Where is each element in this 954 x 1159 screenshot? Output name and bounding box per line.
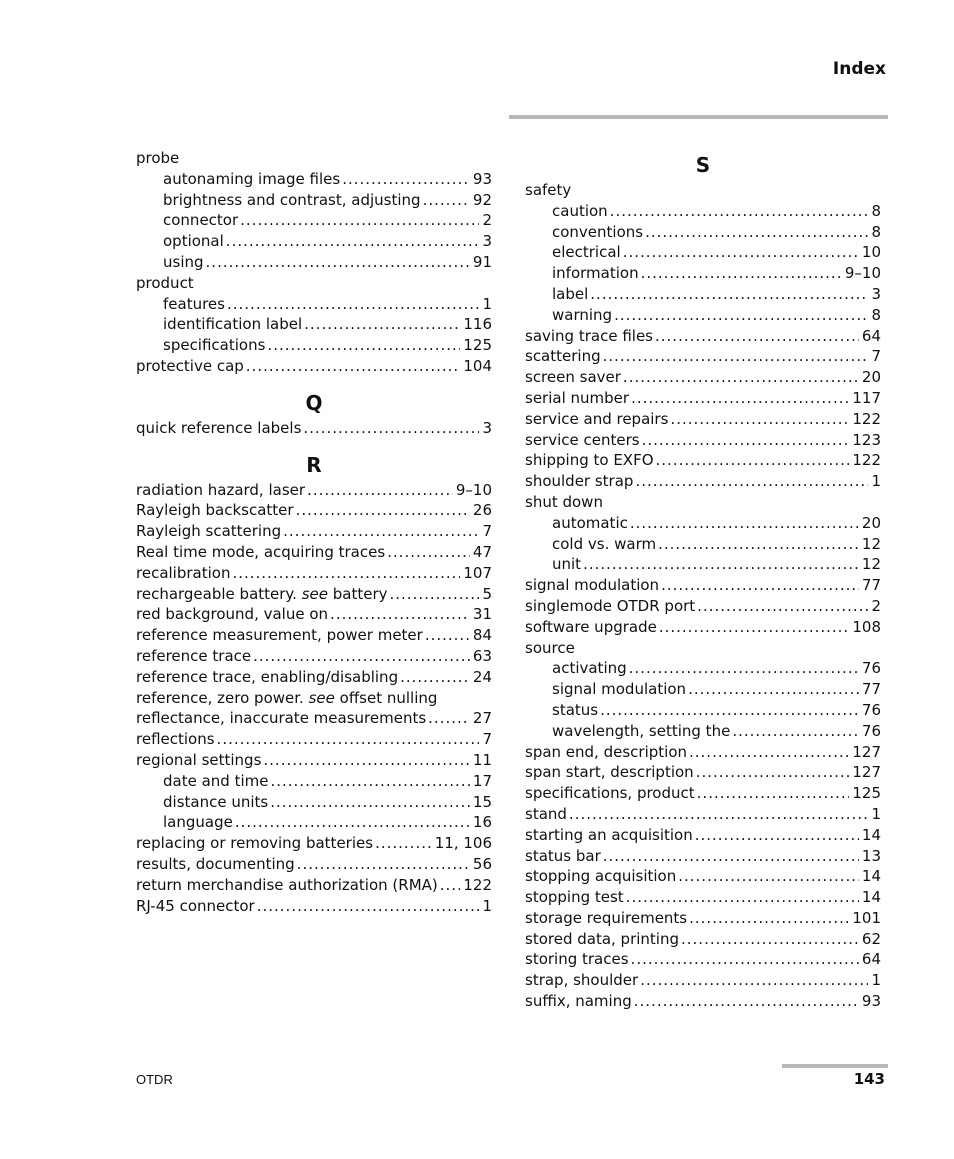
entry-term: signal modulation xyxy=(552,680,687,699)
dot-leader xyxy=(696,762,850,783)
entry-page: 91 xyxy=(472,252,492,271)
probe-subentries xyxy=(136,169,492,273)
entry-term: protective cap xyxy=(136,356,244,375)
entry-page: 123 xyxy=(852,430,881,449)
index-entry xyxy=(136,792,492,813)
dot-leader xyxy=(631,949,859,970)
dot-leader xyxy=(342,169,470,190)
entry-term: screen saver xyxy=(525,368,621,387)
index-entry xyxy=(136,729,492,750)
entry-page: 9–10 xyxy=(844,264,881,283)
entry-page: 16 xyxy=(472,813,492,832)
index-entry xyxy=(136,854,492,875)
dot-leader xyxy=(226,231,480,252)
index-entry xyxy=(525,866,881,887)
entry-page: 31 xyxy=(472,605,492,624)
index-entry xyxy=(136,667,492,688)
dot-leader xyxy=(658,534,859,555)
dot-leader xyxy=(659,617,850,638)
index-head-safety: safety xyxy=(525,181,572,199)
entry-term: suffix, naming xyxy=(525,992,632,1011)
dot-leader xyxy=(689,742,849,763)
entry-page: 127 xyxy=(852,742,881,761)
entry-page: 47 xyxy=(472,542,492,561)
dot-leader xyxy=(590,284,868,305)
index-entry xyxy=(136,190,492,211)
entry-term: electrical xyxy=(552,243,621,262)
index-entry xyxy=(136,584,492,605)
dot-leader xyxy=(635,471,868,492)
entry-page: 125 xyxy=(463,336,492,355)
dot-leader xyxy=(330,604,470,625)
index-entry xyxy=(136,750,492,771)
entry-page: 1 xyxy=(482,896,492,915)
entry-page: 2 xyxy=(871,596,881,615)
entry-term: signal modulation xyxy=(525,576,660,595)
dot-leader xyxy=(246,356,461,377)
entry-page: 26 xyxy=(472,501,492,520)
entry-term-main: rechargeable battery. xyxy=(136,584,297,603)
entry-term: stored data, printing xyxy=(525,929,679,948)
dot-leader xyxy=(656,450,850,471)
index-entry xyxy=(525,721,881,742)
dot-leader xyxy=(232,563,460,584)
dot-leader xyxy=(240,210,479,231)
entry-term: singlemode OTDR port xyxy=(525,596,696,615)
entry-term: reference trace, enabling/disabling xyxy=(136,667,399,686)
dot-leader xyxy=(623,242,859,263)
entry-term: recalibration xyxy=(136,563,231,582)
entry-term: date and time xyxy=(163,771,269,790)
entry-term: features xyxy=(163,294,225,313)
entry-term: scattering xyxy=(525,347,601,366)
index-entry-see-also xyxy=(136,688,492,709)
entry-term: shipping to EXFO xyxy=(525,451,654,470)
index-entry xyxy=(525,263,881,284)
index-entry xyxy=(525,825,881,846)
see-target: battery xyxy=(332,584,388,603)
dot-leader xyxy=(390,584,480,605)
index-entry xyxy=(136,169,492,190)
entry-page: 122 xyxy=(852,409,881,428)
index-entry xyxy=(525,679,881,700)
index-entry xyxy=(525,887,881,908)
dot-leader xyxy=(569,804,869,825)
entry-term: brightness and contrast, adjusting xyxy=(163,190,421,209)
index-column-right xyxy=(525,148,881,1012)
entry-page: 122 xyxy=(852,451,881,470)
dot-leader xyxy=(425,625,470,646)
index-entry xyxy=(525,367,881,388)
entry-term: quick reference labels xyxy=(136,418,302,437)
index-entry xyxy=(525,575,881,596)
dot-leader xyxy=(603,846,859,867)
entry-term: reference trace xyxy=(136,646,252,665)
entry-term: autonaming image files xyxy=(163,169,341,188)
index-entry xyxy=(525,783,881,804)
product-subentries xyxy=(136,294,492,356)
entry-page: 84 xyxy=(472,626,492,645)
entry-page: 5 xyxy=(482,584,492,603)
dot-leader xyxy=(227,294,479,315)
dot-leader xyxy=(267,335,460,356)
entry-term: cold vs. warm xyxy=(552,534,657,553)
index-entry xyxy=(136,771,492,792)
index-entry xyxy=(525,409,881,430)
index-entry xyxy=(136,542,492,563)
entry-term: stand xyxy=(525,804,567,823)
index-head-product: product xyxy=(136,273,194,292)
index-entry xyxy=(136,252,492,273)
entry-page: 108 xyxy=(852,617,881,636)
dot-leader xyxy=(270,771,469,792)
index-entry xyxy=(136,335,492,356)
entry-term: identification label xyxy=(163,315,303,334)
entry-page: 3 xyxy=(482,418,492,437)
dot-leader xyxy=(670,409,849,430)
index-entry xyxy=(525,326,881,347)
dot-leader xyxy=(642,430,850,451)
index-entry xyxy=(136,875,492,896)
index-entry xyxy=(136,294,492,315)
dot-leader xyxy=(440,875,461,896)
entry-term: regional settings xyxy=(136,750,262,769)
dot-leader xyxy=(634,991,859,1012)
index-entry xyxy=(525,929,881,950)
entry-term: reflectance, inaccurate measurements xyxy=(136,709,427,728)
dot-leader xyxy=(257,896,480,917)
index-entry xyxy=(136,314,492,335)
dot-leader xyxy=(626,887,859,908)
index-entry xyxy=(525,846,881,867)
entry-term: stopping acquisition xyxy=(525,867,677,886)
index-entry xyxy=(136,625,492,646)
entry-page: 77 xyxy=(861,680,881,699)
dot-leader xyxy=(623,367,859,388)
entry-page: 14 xyxy=(861,867,881,886)
entry-page: 107 xyxy=(463,563,492,582)
index-entry xyxy=(525,991,881,1012)
index-head-source: source xyxy=(525,638,575,657)
entry-page: 63 xyxy=(472,646,492,665)
entry-term: shoulder strap xyxy=(525,472,634,491)
dot-leader xyxy=(610,201,869,222)
index-head-probe: probe xyxy=(136,149,180,167)
entry-page: 117 xyxy=(852,388,881,407)
dot-leader xyxy=(600,700,859,721)
entry-term: results, documenting xyxy=(136,854,295,873)
entry-term: starting an acquisition xyxy=(525,825,693,844)
entry-term: reference measurement, power meter xyxy=(136,626,423,645)
entry-term: span end, description xyxy=(525,742,687,761)
entry-term: wavelength, setting the xyxy=(552,721,731,740)
entry-term: distance units xyxy=(163,792,269,811)
index-entry xyxy=(525,201,881,222)
entry-term: reflections xyxy=(136,730,215,749)
index-entry xyxy=(525,658,881,679)
entry-page: 17 xyxy=(472,771,492,790)
index-entry xyxy=(525,949,881,970)
index-entry xyxy=(136,521,492,542)
dot-leader xyxy=(235,812,470,833)
dot-leader xyxy=(263,750,470,771)
entry-page: 11, 106 xyxy=(434,834,492,853)
dot-leader xyxy=(375,833,432,854)
index-entry xyxy=(136,646,492,667)
entry-page: 14 xyxy=(861,825,881,844)
entry-page: 62 xyxy=(861,929,881,948)
index-entry xyxy=(136,896,492,917)
entry-term: warning xyxy=(552,305,613,324)
entry-page: 11 xyxy=(472,750,492,769)
dot-leader xyxy=(661,575,859,596)
index-entry xyxy=(525,742,881,763)
entry-page: 20 xyxy=(861,368,881,387)
entry-page: 76 xyxy=(861,659,881,678)
dot-leader xyxy=(423,190,470,211)
entry-page: 1 xyxy=(871,971,881,990)
entry-page: 1 xyxy=(871,472,881,491)
entry-term: Rayleigh backscatter xyxy=(136,501,294,520)
dot-leader xyxy=(400,667,470,688)
entry-page: 92 xyxy=(472,190,492,209)
entry-term: information xyxy=(552,264,639,283)
index-entry xyxy=(136,833,492,854)
index-entry xyxy=(136,480,492,501)
entry-term xyxy=(136,584,388,605)
entry-page: 8 xyxy=(871,305,881,324)
entry-term: serial number xyxy=(525,388,630,407)
entry-page: 56 xyxy=(472,854,492,873)
entry-term: automatic xyxy=(552,513,628,532)
index-entry xyxy=(525,534,881,555)
see-reference: see xyxy=(308,688,335,707)
entry-term: label xyxy=(552,284,589,303)
entry-page: 8 xyxy=(871,201,881,220)
dot-leader xyxy=(688,679,859,700)
entry-term-main: reference, zero power. xyxy=(136,688,304,707)
entry-term: Real time mode, acquiring traces xyxy=(136,542,386,561)
entry-page: 1 xyxy=(482,294,492,313)
entry-term: using xyxy=(163,252,204,271)
entry-page: 12 xyxy=(861,555,881,574)
see-target: offset nulling xyxy=(339,688,438,707)
entry-page: 3 xyxy=(871,284,881,303)
entry-term: replacing or removing batteries xyxy=(136,834,374,853)
dot-leader xyxy=(387,542,470,563)
index-entry xyxy=(136,604,492,625)
dot-leader xyxy=(678,866,859,887)
entry-page: 7 xyxy=(482,522,492,541)
dot-leader xyxy=(296,500,470,521)
dot-leader xyxy=(307,480,453,501)
entry-page: 8 xyxy=(871,222,881,241)
entry-term: activating xyxy=(552,659,627,678)
entry-page: 101 xyxy=(852,908,881,927)
index-entry xyxy=(525,908,881,929)
dot-leader xyxy=(732,721,859,742)
dot-leader xyxy=(583,554,859,575)
entry-term: software upgrade xyxy=(525,617,657,636)
entry-page: 10 xyxy=(861,243,881,262)
entry-page: 77 xyxy=(861,576,881,595)
running-header-title: Index xyxy=(832,59,886,79)
index-entry xyxy=(525,513,881,534)
index-entry xyxy=(136,418,492,439)
dot-leader xyxy=(689,908,849,929)
entry-term: strap, shoulder xyxy=(525,971,639,990)
entry-term: unit xyxy=(552,555,582,574)
entry-term: caution xyxy=(552,201,608,220)
entry-page: 64 xyxy=(861,950,881,969)
entry-term: RJ-45 connector xyxy=(136,896,255,915)
entry-term: specifications, product xyxy=(525,784,695,803)
index-entry xyxy=(136,812,492,833)
index-entry xyxy=(525,596,881,617)
index-entry xyxy=(136,708,492,729)
entry-term: specifications xyxy=(163,336,266,355)
entry-term: status xyxy=(552,700,599,719)
entry-page: 9–10 xyxy=(455,480,492,499)
dot-leader xyxy=(641,263,842,284)
index-entry xyxy=(525,762,881,783)
dot-leader xyxy=(304,314,460,335)
dot-leader xyxy=(270,792,470,813)
entry-page: 3 xyxy=(482,232,492,251)
section-letter-r: R xyxy=(306,452,322,477)
index-entry xyxy=(136,356,492,377)
dot-leader xyxy=(217,729,480,750)
section-letter-s: S xyxy=(695,153,711,177)
dot-leader xyxy=(655,326,859,347)
index-entry xyxy=(525,450,881,471)
dot-leader xyxy=(603,346,869,367)
entry-term: connector xyxy=(163,211,239,230)
entry-term: return merchandise authorization (RMA) xyxy=(136,875,438,894)
entry-page: 127 xyxy=(852,763,881,782)
dot-leader xyxy=(695,825,859,846)
entry-page: 24 xyxy=(472,667,492,686)
dot-leader xyxy=(206,252,470,273)
index-entry xyxy=(525,970,881,991)
entry-page: 2 xyxy=(482,211,492,230)
footer-doc-title: OTDR xyxy=(136,1072,173,1087)
entry-page: 27 xyxy=(472,709,492,728)
index-entry xyxy=(525,617,881,638)
entry-term: language xyxy=(163,813,233,832)
index-entry xyxy=(525,222,881,243)
entry-term: storage requirements xyxy=(525,908,688,927)
entry-page: 125 xyxy=(852,784,881,803)
dot-leader xyxy=(640,970,868,991)
index-column-left xyxy=(136,148,492,916)
entry-page: 15 xyxy=(472,792,492,811)
index-entry xyxy=(525,346,881,367)
index-entry xyxy=(136,500,492,521)
page-number: 143 xyxy=(853,1070,885,1088)
index-entry xyxy=(525,388,881,409)
dot-leader xyxy=(697,783,850,804)
entry-term: service and repairs xyxy=(525,409,669,428)
entry-page: 76 xyxy=(861,721,881,740)
entry-page: 1 xyxy=(871,804,881,823)
dot-leader xyxy=(631,388,849,409)
index-entry xyxy=(136,563,492,584)
dot-leader xyxy=(645,222,868,243)
index-entry xyxy=(136,231,492,252)
entry-term: service centers xyxy=(525,430,640,449)
index-entry xyxy=(525,804,881,825)
dot-leader xyxy=(303,418,479,439)
entry-page: 76 xyxy=(861,700,881,719)
entry-term: Rayleigh scattering xyxy=(136,522,282,541)
entry-term: saving trace files xyxy=(525,326,653,345)
dot-leader xyxy=(630,513,859,534)
entry-term: optional xyxy=(163,232,224,251)
dot-leader xyxy=(283,521,479,542)
entry-term: radiation hazard, laser xyxy=(136,480,306,499)
entry-term: conventions xyxy=(552,222,644,241)
entry-page: 7 xyxy=(871,347,881,366)
header-rule xyxy=(509,115,888,119)
dot-leader xyxy=(697,596,868,617)
entry-term: span start, description xyxy=(525,763,694,782)
index-entry xyxy=(525,554,881,575)
index-head-shut-down: shut down xyxy=(525,492,603,511)
index-entry xyxy=(525,471,881,492)
entry-page: 93 xyxy=(472,169,492,188)
entry-page: 122 xyxy=(463,875,492,894)
dot-leader xyxy=(681,929,859,950)
entry-page: 64 xyxy=(861,326,881,345)
index-entry xyxy=(525,284,881,305)
entry-page: 20 xyxy=(861,513,881,532)
entry-page: 93 xyxy=(861,992,881,1011)
dot-leader xyxy=(614,305,868,326)
entry-term: storing traces xyxy=(525,950,629,969)
section-letter-q: Q xyxy=(305,390,323,415)
entry-page: 7 xyxy=(482,730,492,749)
entry-page: 12 xyxy=(861,534,881,553)
entry-page: 13 xyxy=(861,846,881,865)
dot-leader xyxy=(253,646,470,667)
entry-term: red background, value on xyxy=(136,605,329,624)
entry-page: 116 xyxy=(463,315,492,334)
dot-leader xyxy=(428,708,470,729)
see-reference: see xyxy=(301,584,328,603)
entry-page: 104 xyxy=(463,356,492,375)
index-entry xyxy=(525,700,881,721)
index-entry xyxy=(136,210,492,231)
dot-leader xyxy=(629,658,859,679)
entry-term: status bar xyxy=(525,846,601,865)
entry-page: 14 xyxy=(861,888,881,907)
dot-leader xyxy=(297,854,470,875)
index-entry xyxy=(525,242,881,263)
index-entry xyxy=(525,430,881,451)
index-entry xyxy=(525,305,881,326)
entry-term: stopping test xyxy=(525,888,624,907)
